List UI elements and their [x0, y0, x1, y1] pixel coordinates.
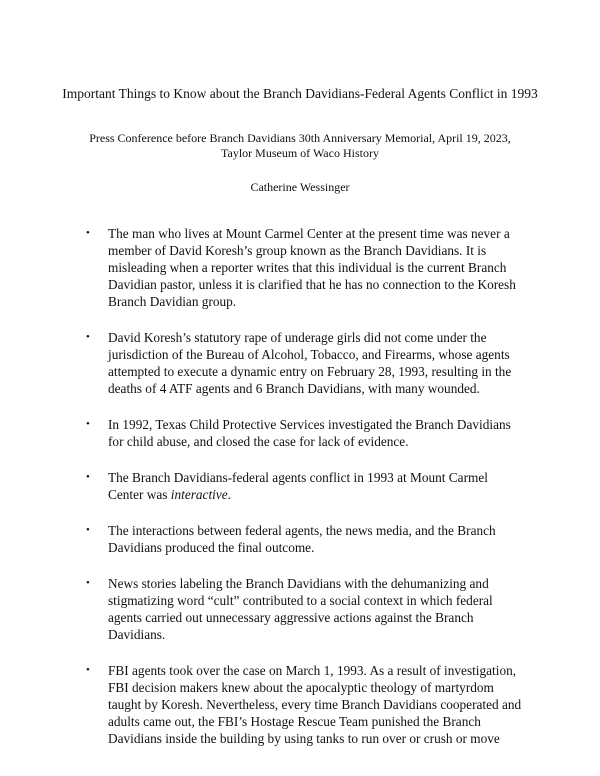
bullet-text: FBI agents took over the case on March 1, 1993. As a result of investigation, FBI decision makers knew about the apocalyptic theology of martyrdom taught by Koresh. Nevertheless, every time Branch Davidians cooperated and adults came out, the FBI’s Hostage Rescue Team punished the Branch Davidians inside the building by using tanks to run over or crush or move [108, 663, 522, 746]
bullet-text [108, 470, 488, 502]
bullet-item [86, 225, 526, 310]
bullet-icon: • [86, 577, 90, 589]
bullet-list [86, 225, 526, 766]
document-title: Important Things to Know about the Branch Davidians-Federal Agents Conflict in 1993 [62, 86, 538, 101]
document-subtitle [60, 131, 540, 161]
bullet-text: News stories labeling the Branch Davidians with the dehumanizing and stigmatizing word “cult” contributed to a social context in which federal agents carried out unnecessary aggressive actions against the Branch Davidians. [108, 576, 493, 642]
bullet-icon: • [86, 664, 90, 676]
document-author: Catherine Wessinger [250, 180, 350, 194]
bullet-item [86, 575, 526, 643]
bullet-text: The interactions between federal agents, the news media, and the Branch Davidians produced the final outcome. [108, 523, 496, 555]
bullet-icon: • [86, 524, 90, 536]
bullet-item [86, 522, 526, 556]
subtitle-line-1: Press Conference before Branch Davidians 30th Anniversary Memorial, April 19, 2023, [89, 131, 511, 145]
bullet-text: In 1992, Texas Child Protective Services investigated the Branch Davidians for child abuse, and closed the case for lack of evidence. [108, 417, 511, 449]
bullet-text: David Koresh’s statutory rape of underage girls did not come under the jurisdiction of the Bureau of Alcohol, Tobacco, and Firearms, whose agents attempted to execute a dynamic entry on February 28, 1993, resulting in the deaths of 4 ATF agents and 6 Branch Davidians, with many wounded. [108, 330, 512, 396]
bullet-icon: • [86, 418, 90, 430]
bullet-item [86, 662, 526, 747]
bullet-item [86, 469, 526, 503]
bullet-icon: • [86, 331, 90, 343]
bullet-text-emphasis: interactive [170, 487, 228, 502]
bullet-item [86, 416, 526, 450]
bullet-text-before: The Branch Davidians-federal agents conflict in 1993 at Mount Carmel Center was [108, 470, 488, 502]
bullet-icon: • [86, 227, 90, 239]
bullet-text: The man who lives at Mount Carmel Center at the present time was never a member of David Koresh’s group known as the Branch Davidians. It is misleading when a reporter writes that this individual is the current Branch Davidian pastor, unless it is clarified that he has no connection to the Koresh Branch Davidian group. [108, 226, 516, 309]
bullet-item [86, 329, 526, 397]
subtitle-line-2: Taylor Museum of Waco History [221, 146, 379, 160]
bullet-text-after: . [227, 487, 231, 502]
bullet-icon: • [86, 471, 90, 483]
